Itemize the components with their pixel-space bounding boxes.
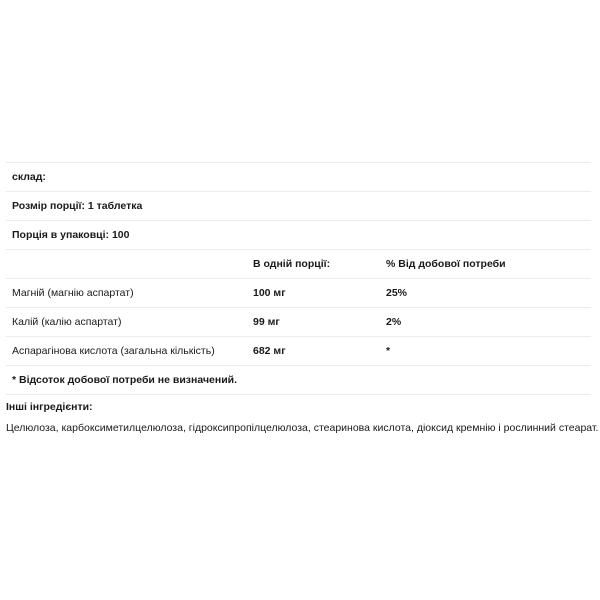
ingredient-amount: 99 мг bbox=[253, 316, 280, 328]
composition-heading-row bbox=[6, 162, 591, 192]
ingredient-name: Аспарагінова кислота (загальна кількість) bbox=[12, 345, 215, 357]
other-ingredients-text: Целюлоза, карбоксиметилцелюлоза, гідроксипропілцелюлоза, стеаринова кислота, діоксид кремнію і рослинний стеарат. bbox=[6, 422, 599, 434]
supplement-facts-table bbox=[6, 162, 591, 395]
amount-per-serving-header: В одній порції: bbox=[253, 258, 331, 270]
serving-size: Розмір порції: 1 таблетка bbox=[12, 200, 143, 212]
table-row bbox=[6, 337, 591, 366]
ingredient-daily-value: 2% bbox=[386, 316, 402, 328]
ingredient-daily-value: * bbox=[386, 345, 391, 357]
footnote: * Відсоток добової потреби не визначений. bbox=[12, 374, 238, 386]
servings-per-container-row bbox=[6, 221, 591, 250]
table-row bbox=[6, 279, 591, 308]
serving-size-row bbox=[6, 192, 591, 221]
footnote-row bbox=[6, 366, 591, 395]
composition-heading: склад: bbox=[12, 171, 46, 183]
ingredient-name: Калій (калію аспартат) bbox=[12, 316, 122, 328]
daily-value-header: % Від добової потреби bbox=[386, 258, 506, 270]
ingredient-daily-value: 25% bbox=[386, 287, 408, 299]
ingredient-name: Магній (магнію аспартат) bbox=[12, 287, 134, 299]
table-header-row bbox=[6, 250, 591, 279]
ingredient-amount: 682 мг bbox=[253, 345, 286, 357]
servings-per-container: Порція в упаковці: 100 bbox=[12, 229, 130, 241]
other-ingredients-title: Інші інгредієнти: bbox=[6, 401, 93, 413]
table-row bbox=[6, 308, 591, 337]
ingredient-amount: 100 мг bbox=[253, 287, 286, 299]
